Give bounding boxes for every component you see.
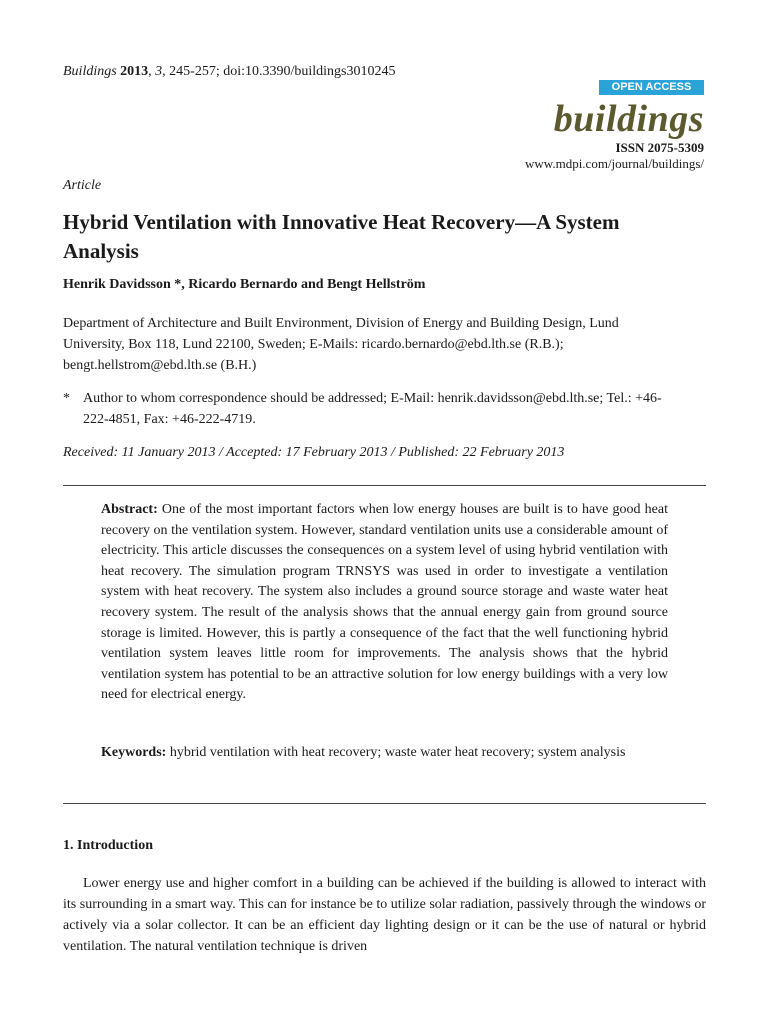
publication-dates: Received: 11 January 2013 / Accepted: 17 February 2013 / Published: 22 February 2013 bbox=[63, 445, 565, 460]
article-title: Hybrid Ventilation with Innovative Heat Recovery—A System Analysis bbox=[63, 210, 620, 263]
open-access-badge: OPEN ACCESS bbox=[599, 80, 704, 95]
citation-volume: 3 bbox=[155, 64, 163, 79]
journal-logo: buildings bbox=[553, 98, 704, 140]
correspondence-text: Author to whom correspondence should be addressed; E-Mail: henrik.davidsson@ebd.lth.se; Tel.: +46-222-4851, Fax: +46-222-4719. bbox=[83, 391, 662, 427]
citation-line: Buildings 2013, 3, 245-257; doi:10.3390/buildings3010245 bbox=[63, 64, 396, 79]
divider-bottom bbox=[63, 803, 706, 804]
divider-top bbox=[63, 485, 706, 486]
citation-year: 2013 bbox=[120, 64, 149, 79]
issn: ISSN 2075-5309 bbox=[615, 140, 704, 155]
keywords-label: Keywords: bbox=[101, 745, 167, 760]
abstract-text: One of the most important factors when low energy houses are built is to have good heat recovery on the ventilation system. However, standard ventilation units use a considerable amount of electricity. This article discusses the consequences on a system level of using hybrid ventilation with heat recovery. The simulation program TRNSYS was used in order to investigate a ventilation system with heat recovery. The system also includes a ground source storage and waste water heat recovery system. The result of the analysis shows that the annual energy gain from ground source storage is limited. However, this is partly a consequence of the fact that the well functioning hybrid ventilation system leaves little room for improvements. The analysis shows that the hybrid ventilation system has potential to be an attractive solution for low energy buildings with a very low need for electrical energy. bbox=[101, 502, 668, 703]
section-heading-introduction: 1. Introduction bbox=[63, 838, 153, 853]
abstract-label: Abstract: bbox=[101, 502, 158, 517]
keywords-text: hybrid ventilation with heat recovery; waste water heat recovery; system analysis bbox=[169, 745, 626, 760]
citation-pages-doi: , 245-257; doi:10.3390/buildings3010245 bbox=[162, 64, 396, 79]
introduction-paragraph: Lower energy use and higher comfort in a building can be achieved if the building is allowed to interact with its surrounding in a smart way. This can for instance be to utilize solar radiation, passively through the windows or actively via a solar collector. It can be an efficient day lighting design or it can be the use of natural or hybrid ventilation. The natural ventilation technique is driven bbox=[63, 876, 706, 954]
journal-name: Buildings bbox=[63, 64, 117, 79]
correspondence-marker: * bbox=[63, 391, 70, 406]
keywords-block bbox=[101, 743, 668, 764]
correspondence-note bbox=[63, 388, 683, 430]
abstract-block bbox=[101, 500, 668, 706]
author-list: Henrik Davidsson *, Ricardo Bernardo and Bengt Hellström bbox=[63, 277, 426, 292]
journal-website-link[interactable]: www.mdpi.com/journal/buildings/ bbox=[525, 156, 704, 171]
article-type: Article bbox=[63, 178, 102, 193]
affiliation: Department of Architecture and Built Environment, Division of Energy and Building Design, Lund University, Box 118, Lund 22100, Sweden; E-Mails: ricardo.bernardo@ebd.lth.se (R.B.); bengt.hellstrom@ebd.lth.se (B.H.) bbox=[63, 316, 619, 373]
